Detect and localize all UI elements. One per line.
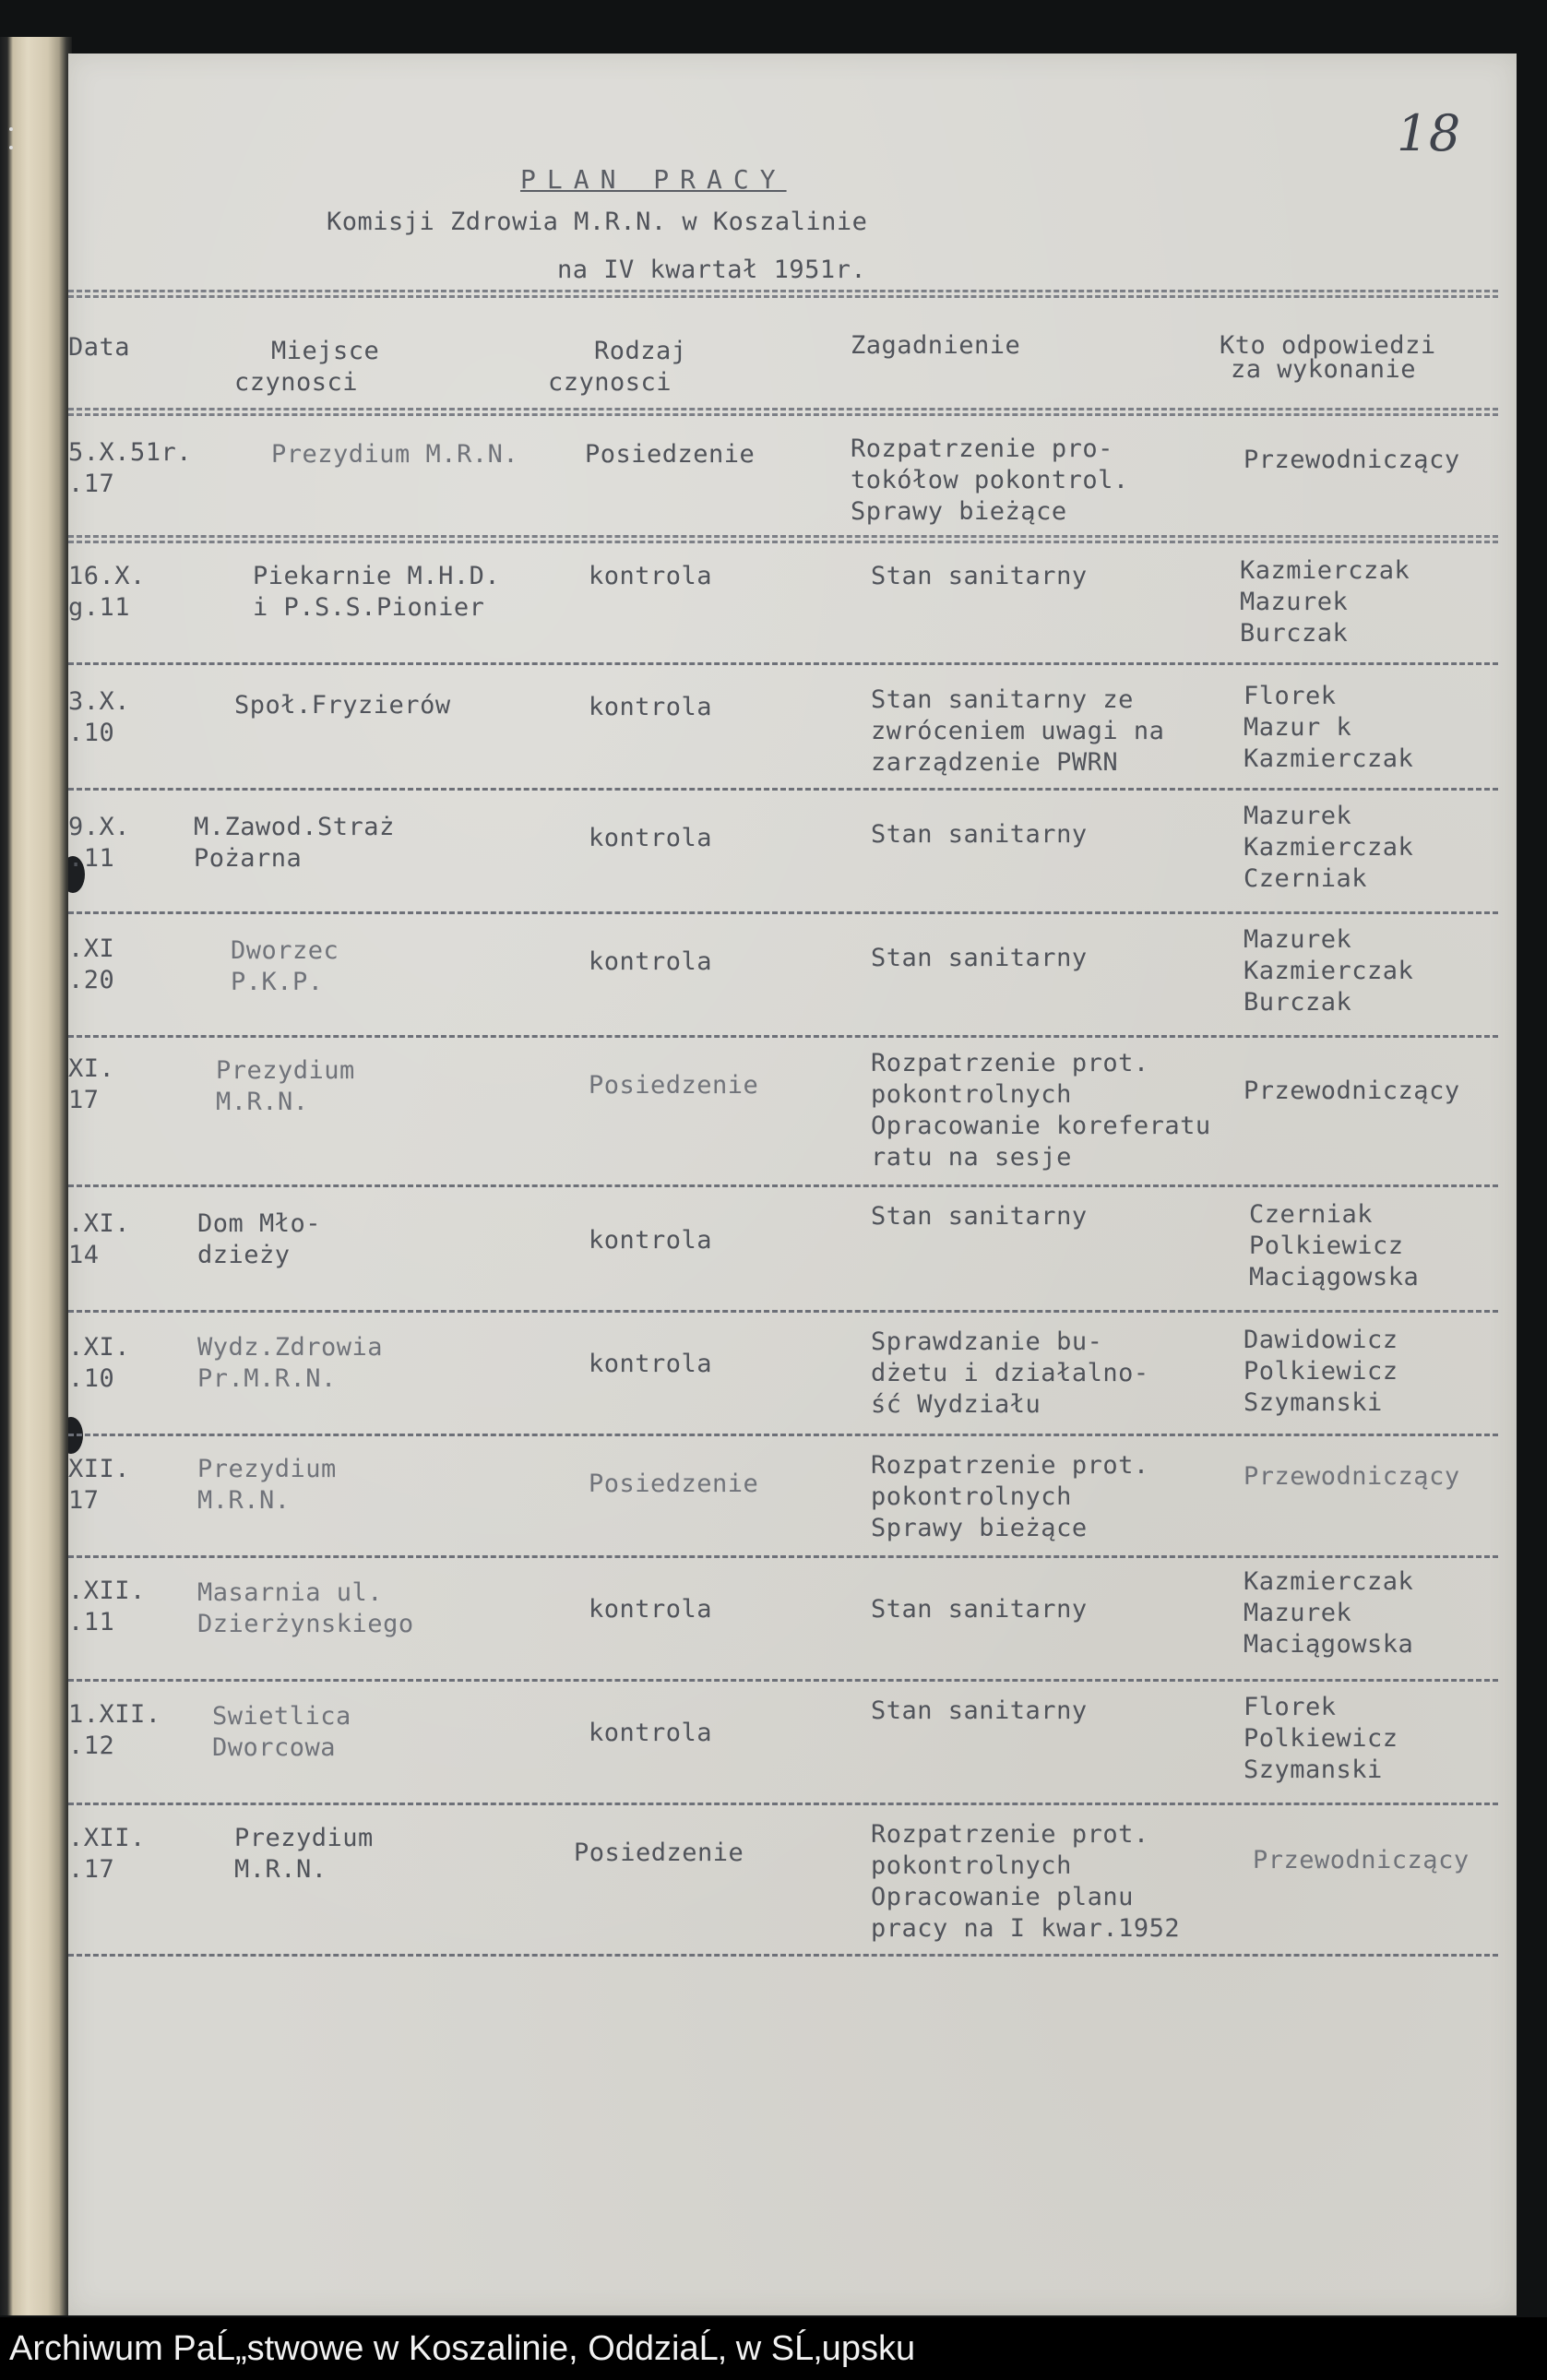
header-responsible-line2: za wykonanie [1231, 355, 1417, 384]
cell-issue: Stan sanitarny [871, 1696, 1088, 1725]
cell-issue: Rozpatrzenie pro- tokółow pokontrol. Sprawy bieżące [851, 434, 1129, 526]
cell-place: Piekarnie M.H.D. i P.S.S.Pionier [253, 562, 501, 622]
cell-responsible: Przewodniczący [1253, 1846, 1470, 1874]
cell-issue: Stan sanitarny [871, 1202, 1088, 1231]
cell-type: kontrola [589, 1595, 713, 1624]
cell-type: kontrola [589, 562, 713, 590]
row-separator [68, 788, 1498, 791]
cell-issue: Rozpatrzenie prot. pokontrolnych Opracowanie planu pracy na I kwar.1952 [871, 1820, 1181, 1943]
row-separator [68, 1679, 1498, 1682]
cell-place: Wydz.Zdrowia Pr.M.R.N. [197, 1333, 384, 1393]
cell-place: M.Zawod.Straż Pożarna [194, 813, 395, 873]
cell-type: Posiedzenie [589, 1071, 759, 1100]
row-separator [68, 1434, 1498, 1436]
cell-responsible: Przewodniczący [1244, 446, 1460, 474]
cell-place: Dom Mło- dzieży [197, 1209, 322, 1269]
cell-issue: Stan sanitarny [871, 820, 1088, 849]
cell-type: kontrola [589, 824, 713, 852]
cell-place: Swietlica Dworcowa [212, 1702, 351, 1762]
cell-issue: Stan sanitarny [871, 1595, 1088, 1624]
header-type-line1: Rodzaj [594, 337, 687, 365]
cell-place: Prezydium M.R.N. [216, 1056, 355, 1116]
cell-place: Prezydium M.R.N. [234, 1824, 374, 1884]
cell-responsible: Czerniak Polkiewicz Maciągowska [1249, 1200, 1420, 1291]
cell-responsible: Mazurek Kazmierczak Czerniak [1244, 802, 1414, 893]
header-date: Data [68, 333, 131, 362]
archive-footer-text: Archiwum PaĹ„stwowe w Koszalinie, OddziaĹ‚ w SĹ‚upsku [9, 2329, 916, 2368]
cell-type: Posiedzenie [574, 1839, 744, 1867]
cell-date: .XII. .17 [68, 1824, 146, 1884]
cell-type: Posiedzenie [589, 1470, 759, 1498]
cell-date: 1.XII. .12 [68, 1700, 161, 1760]
binding-marks [9, 127, 13, 131]
cell-date: .XII. .11 [68, 1577, 146, 1636]
document-subtitle-line1: Komisji Zdrowia M.R.N. w Koszalinie [327, 208, 868, 236]
cell-responsible: Florek Mazur k Kazmierczak [1244, 682, 1414, 773]
document-page [68, 54, 1517, 2315]
row-separator [68, 1555, 1498, 1558]
cell-date: .XI. .10 [68, 1333, 131, 1393]
cell-responsible: Florek Polkiewicz Szymanski [1244, 1693, 1398, 1784]
cell-place: Prezydium M.R.N. [197, 1455, 337, 1515]
row-separator [68, 1035, 1498, 1038]
row-separator [68, 1954, 1498, 1957]
cell-date: XI. 17 [68, 1054, 115, 1114]
cell-responsible: Kazmierczak Mazurek Maciągowska [1244, 1567, 1414, 1659]
cell-type: kontrola [589, 1350, 713, 1378]
cell-date: .XI .20 [68, 934, 115, 994]
row-separator [68, 662, 1498, 665]
cell-issue: Stan sanitarny [871, 944, 1088, 972]
cell-responsible: Przewodniczący [1244, 1077, 1460, 1105]
cell-responsible: Mazurek Kazmierczak Burczak [1244, 925, 1414, 1017]
header-top-rule [68, 290, 1498, 292]
header-issue: Zagadnienie [851, 331, 1021, 360]
cell-issue: Stan sanitarny [871, 562, 1088, 590]
cell-date: 9.X. .11 [68, 813, 131, 873]
cell-responsible: Przewodniczący [1244, 1462, 1460, 1491]
cell-place: Dworzec P.K.P. [231, 936, 339, 996]
cell-responsible: Dawidowicz Polkiewicz Szymanski [1244, 1326, 1398, 1417]
header-bottom-rule [68, 408, 1498, 411]
row-separator [68, 1803, 1498, 1805]
cell-type: kontrola [589, 1226, 713, 1255]
cell-place: Masarnia ul. Dzierżynskiego [197, 1578, 414, 1638]
header-type-line2: czynosci [548, 368, 672, 397]
cell-date: .XI. 14 [68, 1209, 131, 1269]
cell-type: kontrola [589, 947, 713, 976]
cell-issue: Rozpatrzenie prot. pokontrolnych Opracowanie koreferatu ratu na sesje [871, 1049, 1211, 1172]
cell-type: kontrola [589, 1719, 713, 1747]
row-separator [68, 535, 1498, 538]
cell-date: 3.X. .10 [68, 687, 131, 747]
book-binding [0, 37, 72, 2315]
header-responsible-line1: Kto odpowiedzi [1220, 331, 1436, 360]
cell-issue: Stan sanitarny ze zwróceniem uwagi na zarządzenie PWRN [871, 685, 1165, 777]
cell-date: 16.X. g.11 [68, 562, 146, 622]
cell-responsible: Kazmierczak Mazurek Burczak [1240, 556, 1410, 648]
cell-issue: Rozpatrzenie prot. pokontrolnych Sprawy bieżące [871, 1451, 1149, 1542]
row-separator [68, 911, 1498, 914]
header-place-line2: czynosci [234, 368, 359, 397]
cell-date: XII. 17 [68, 1455, 131, 1515]
cell-place: Prezydium M.R.N. [271, 440, 519, 469]
cell-place: Społ.Fryzierów [234, 691, 451, 720]
cell-date: 5.X.51r. .17 [68, 438, 193, 498]
cell-issue: Sprawdzanie bu- dżetu i działalno- ść Wydziału [871, 1327, 1149, 1419]
row-separator [68, 1310, 1498, 1313]
header-place-line1: Miejsce [271, 337, 380, 365]
cell-type: kontrola [589, 693, 713, 721]
page-number: 18 [1397, 104, 1461, 162]
cell-type: Posiedzenie [585, 440, 756, 469]
document-title: PLAN PRACY [520, 164, 787, 195]
archive-footer [0, 2317, 1547, 2380]
row-separator [68, 1184, 1498, 1187]
document-subtitle-line2: na IV kwartał 1951r. [557, 256, 867, 284]
